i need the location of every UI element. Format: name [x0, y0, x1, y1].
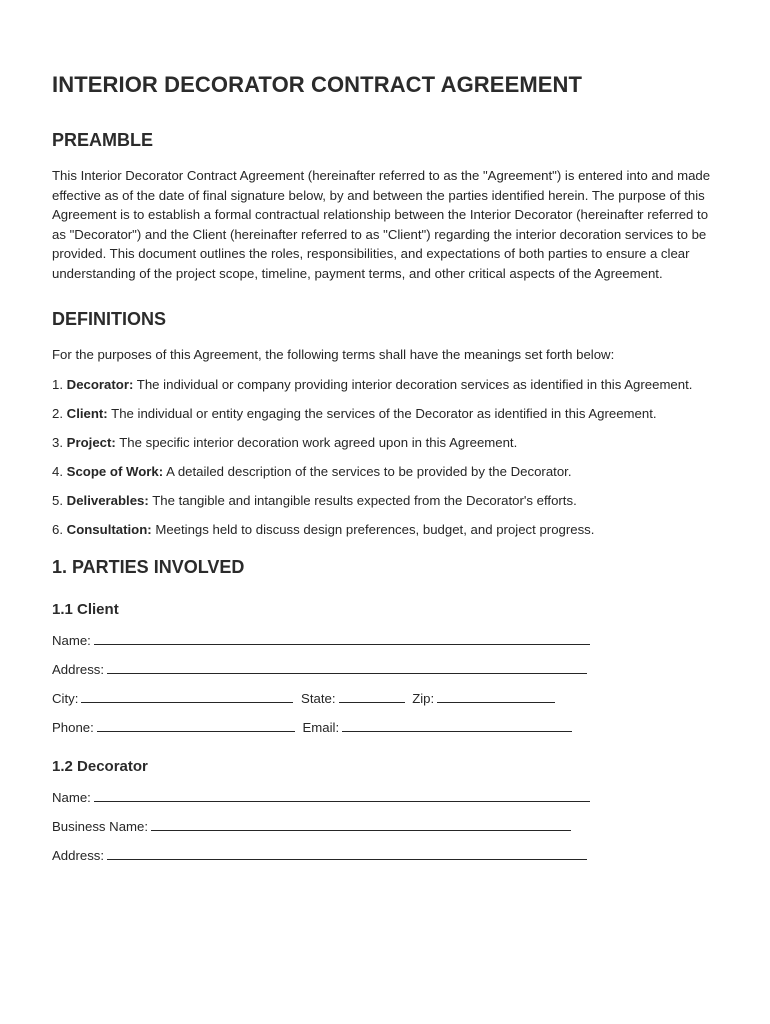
definition-number: 3.: [52, 434, 63, 450]
client-name-label: Name:: [52, 633, 91, 648]
definition-term: Deliverables:: [66, 492, 149, 508]
client-city-field[interactable]: [81, 689, 293, 703]
definition-number: 4.: [52, 463, 63, 479]
client-phone-label: Phone:: [52, 720, 94, 735]
client-phone-field[interactable]: [97, 718, 295, 732]
client-email-label: Email:: [302, 720, 340, 735]
decorator-business-name-label: Business Name:: [52, 818, 149, 834]
client-zip-field[interactable]: [437, 689, 555, 703]
definition-number: 6.: [52, 521, 63, 537]
parties-heading: 1. PARTIES INVOLVED: [52, 557, 245, 577]
preamble-heading: PREAMBLE: [52, 130, 154, 150]
definition-text: The tangible and intangible results expected from the Decorator's efforts.: [152, 492, 577, 508]
definition-number: 5.: [52, 492, 63, 508]
document-title: INTERIOR DECORATOR CONTRACT AGREEMENT: [52, 72, 583, 97]
decorator-name-row: [52, 788, 718, 808]
definition-text: Meetings held to discuss design preferences, budget, and project progress.: [155, 521, 595, 537]
decorator-address-row: [52, 846, 718, 866]
decorator-address-field[interactable]: [107, 846, 587, 860]
client-heading: 1.1 Client: [52, 601, 119, 618]
client-address-row: [52, 660, 718, 680]
definition-term: Scope of Work:: [66, 463, 164, 479]
definition-term: Project:: [66, 434, 116, 450]
client-name-field[interactable]: [94, 631, 590, 645]
definition-item: [52, 375, 718, 395]
client-email-field[interactable]: [342, 718, 572, 732]
definition-text: The individual or company providing interior decoration services as identified in this Agreement.: [136, 376, 693, 392]
client-address-label: Address:: [52, 662, 105, 677]
preamble-section: [52, 128, 718, 283]
definitions-heading: DEFINITIONS: [52, 309, 167, 329]
client-phone-email-row: [52, 718, 718, 738]
definition-number: 1.: [52, 376, 63, 392]
client-city-state-zip-row: [52, 689, 718, 709]
definition-term: Decorator:: [66, 376, 134, 392]
preamble-paragraph: This Interior Decorator Contract Agreement (hereinafter referred to as the "Agreement") is entered into and made effective as of the date of final signature below, by and between the parties identified herein. The purpose of this Agreement is to establish a formal contractual relationship between the Interior Decorator (hereinafter referred to as "Decorator") and the Client (hereinafter referred to as "Client") regarding the interior decoration services to be provided. This document outlines the roles, responsibilities, and expectations of both parties to ensure a clear understanding of the project scope, timeline, payment terms, and other critical aspects of the Agreement.: [52, 168, 711, 281]
client-city-label: City:: [52, 691, 79, 706]
client-fields: [52, 631, 718, 738]
definition-term: Consultation:: [66, 521, 152, 537]
decorator-name-field[interactable]: [94, 788, 590, 802]
definition-text: The specific interior decoration work agreed upon in this Agreement.: [119, 434, 518, 450]
definition-text: A detailed description of the services to be provided by the Decorator.: [166, 463, 572, 479]
decorator-heading: 1.2 Decorator: [52, 757, 148, 775]
client-state-field[interactable]: [339, 689, 405, 703]
definitions-intro: For the purposes of this Agreement, the following terms shall have the meanings set forth below:: [52, 347, 615, 362]
definition-term: Client:: [66, 405, 108, 421]
decorator-business-name-row: [52, 817, 718, 837]
client-state-label: State:: [301, 691, 336, 706]
definitions-section: [52, 307, 718, 539]
decorator-name-label: Name:: [52, 789, 91, 805]
definition-text: The individual or entity engaging the services of the Decorator as identified in this Agreement.: [111, 405, 657, 421]
definition-item: [52, 462, 718, 482]
parties-section: [52, 555, 718, 865]
client-name-row: [52, 631, 718, 651]
definition-item: [52, 433, 718, 453]
decorator-fields: [52, 788, 718, 866]
decorator-business-name-field[interactable]: [151, 817, 571, 831]
client-zip-label: Zip:: [412, 691, 435, 706]
definition-item: [52, 404, 718, 424]
definition-item: [52, 520, 718, 540]
decorator-address-label: Address:: [52, 847, 105, 863]
client-address-field[interactable]: [107, 660, 587, 674]
definition-item: [52, 491, 718, 511]
definition-number: 2.: [52, 405, 63, 421]
